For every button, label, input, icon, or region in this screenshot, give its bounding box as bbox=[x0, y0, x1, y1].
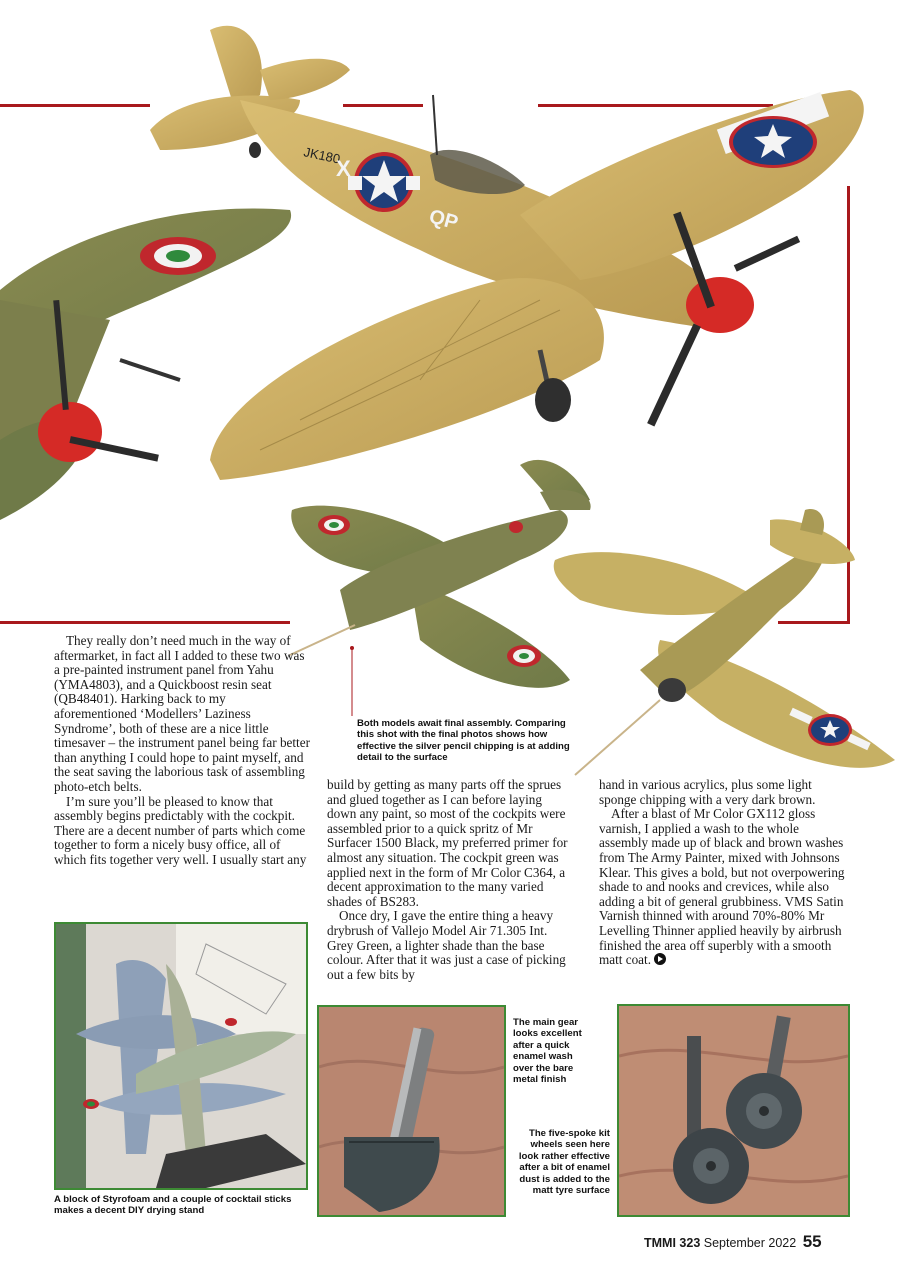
col2-paragraph-1: build by getting as many parts off the sprues and glued together as I can before laying down any paint, so most of the cockpits were assembled prior to a quick spritz of Mr Surfacer 1500 Black, my preferred primer for almost any situation. The cockpit green was applied next in the form of Mr Color C364, a decent approximation to the many varied shades of BS283. bbox=[327, 777, 568, 909]
footer-issue: 323 bbox=[679, 1236, 701, 1250]
aircraft-squadron-code: QP bbox=[426, 205, 461, 235]
aircraft-code-letter: X bbox=[336, 156, 351, 181]
aircraft-serial: JK180 bbox=[302, 144, 342, 167]
col3-paragraph-2-text: After a blast of Mr Color GX112 gloss varnish, I applied a wash to the whole assembly made up of black and brown washes from The Army Painter, mixed with Johnsons Klear. This gives a bold, but not overpowering shade to and nooks and crevices, while also adding a bit of general grubbiness. VMS Satin Varnish thinned with around 70%-80% Mr Levelling Thinner applied heavily by airbrush finished the area off superbly with a smooth matt coat. bbox=[599, 806, 845, 968]
col2-paragraph-2: Once dry, I gave the entire thing a heavy drybrush of Vallejo Model Air 71.305 Int. Grey Green, a lighter shade than the base colour. After that it was just a case of picking out a few bits by bbox=[327, 908, 566, 982]
col1-paragraph-1: They really don’t need much in the way of aftermarket, in fact all I added to these two was a pre-painted instrument panel from Yahu (YMA4803), and a Quickboost resin seat (QB48401). Harking back to my aforementioned ‘Modellers’ Laziness Syndrome’, both of these are a nice little timesaver – the instrument panel being far better than anything I could hope to paint myself, and the seat saving the laborious task of assembling photo-etch belts. bbox=[54, 633, 310, 794]
caption-stand: A block of Styrofoam and a couple of cocktail sticks makes a decent DIY drying stand bbox=[54, 1194, 292, 1217]
caption-models: Both models await final assembly. Comparing this shot with the final photos shows how effective the silver pencil chipping is at adding detail to the surface bbox=[357, 718, 570, 764]
desert-spitfire-main bbox=[150, 26, 864, 480]
photo-main-gear bbox=[317, 1005, 506, 1217]
article-column-3 bbox=[599, 778, 849, 968]
page-footer bbox=[644, 1232, 854, 1252]
italian-spitfire-small bbox=[290, 460, 591, 688]
col1-paragraph-2: I’m sure you’ll be pleased to know that assembly begins predictably with the cockpit. There are a decent number of parts which come together to form a nicely busy office, all of which fits together very well. I usually start any bbox=[54, 793, 307, 867]
photo-drying-stand bbox=[54, 922, 308, 1190]
col3-paragraph-2 bbox=[599, 807, 849, 968]
photo-wheels bbox=[617, 1004, 850, 1217]
article-column-2 bbox=[327, 778, 573, 982]
footer-magazine: TMMI bbox=[644, 1236, 676, 1250]
col3-paragraph-1: hand in various acrylics, plus some light sponge chipping with a very dark brown. bbox=[599, 777, 816, 807]
caption-gear: The main gear looks excellent after a quick enamel wash over the bare metal finish bbox=[513, 1017, 582, 1086]
caption-wheels: The five-spoke kit wheels seen here look rather effective after a bit of enamel dust is added to the matt tyre surface bbox=[518, 1128, 610, 1197]
article-column-1 bbox=[54, 634, 310, 868]
desert-spitfire-small bbox=[554, 509, 895, 775]
footer-page-number: 55 bbox=[802, 1232, 822, 1251]
play-circle-icon bbox=[654, 953, 666, 965]
footer-date: September 2022 bbox=[703, 1236, 797, 1250]
